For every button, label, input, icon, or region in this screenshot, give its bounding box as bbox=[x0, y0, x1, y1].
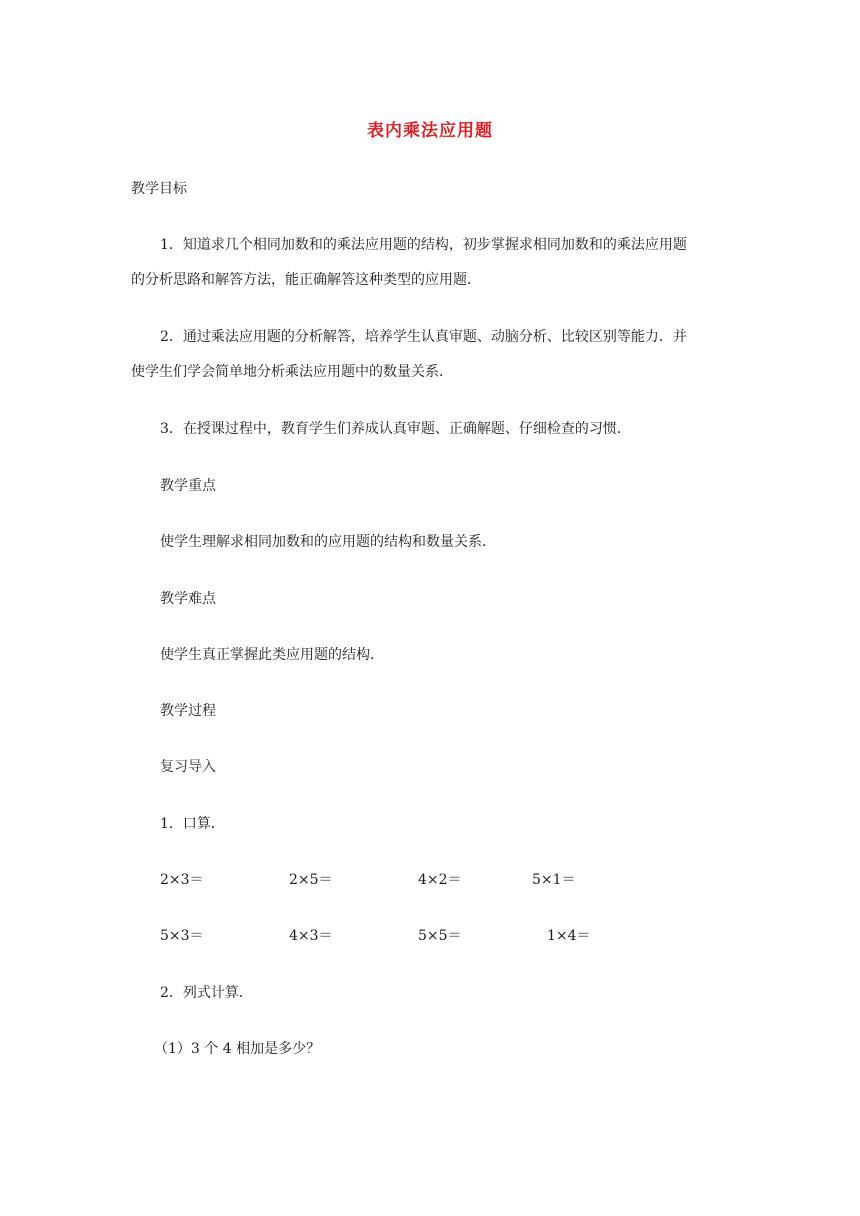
section-heading-process: 教学过程 bbox=[160, 703, 216, 719]
section-heading-key-points: 教学重点 bbox=[160, 478, 216, 494]
oral-row-2 bbox=[0, 926, 860, 946]
oral-problem: 2×3＝ bbox=[160, 872, 204, 888]
oral-problem: 4×2＝ bbox=[418, 872, 462, 888]
key-points-text: 使学生理解求相同加数和的应用题的结构和数量关系． bbox=[160, 534, 496, 550]
section-heading-difficulties: 教学难点 bbox=[160, 591, 216, 607]
section-heading-objectives: 教学目标 bbox=[131, 181, 187, 197]
objective-1-line-1: 1．知道求几个相同加数和的乘法应用题的结构，初步掌握求相同加数和的乘法应用题 bbox=[160, 237, 687, 253]
oral-problem: 1×4＝ bbox=[547, 928, 591, 944]
objective-2-line-2: 使学生们学会简单地分析乘法应用题中的数量关系． bbox=[131, 364, 453, 380]
document-title: 表内乘法应用题 bbox=[367, 121, 493, 141]
objective-2-line-1: 2．通过乘法应用题的分析解答，培养学生认真审题、动脑分析、比较区别等能力．并 bbox=[160, 329, 687, 345]
subsection-review: 复习导入 bbox=[160, 759, 216, 775]
objective-1-line-2: 的分析思路和解答方法，能正确解答这种类型的应用题． bbox=[131, 272, 481, 288]
oral-problem: 2×5＝ bbox=[289, 872, 333, 888]
oral-problem: 5×1＝ bbox=[532, 872, 576, 888]
question-1: （1）3 个 4 相加是多少？ bbox=[154, 1041, 321, 1057]
oral-problem: 5×3＝ bbox=[160, 928, 204, 944]
oral-problem: 5×5＝ bbox=[418, 928, 462, 944]
difficulties-text: 使学生真正掌握此类应用题的结构． bbox=[160, 647, 384, 663]
oral-problem: 4×3＝ bbox=[289, 928, 333, 944]
item-2-written-calculation: 2．列式计算． bbox=[160, 985, 253, 1001]
objective-3: 3．在授课过程中，教育学生们养成认真审题、正确解题、仔细检查的习惯． bbox=[160, 421, 631, 437]
item-1-oral-calculation: 1．口算． bbox=[160, 816, 225, 832]
oral-row-1 bbox=[0, 870, 860, 890]
